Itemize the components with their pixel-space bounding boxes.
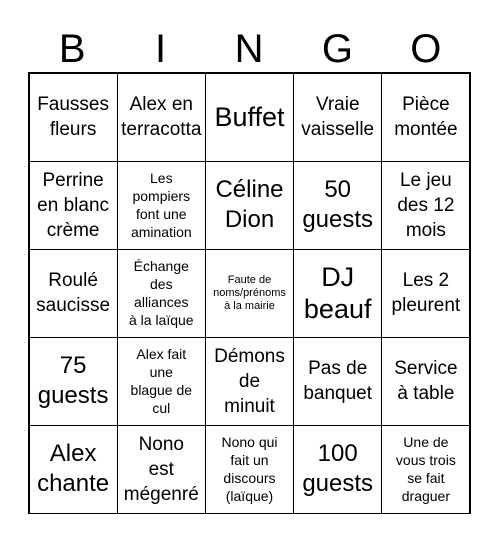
bingo-cell-text: Les 2 pleurent <box>391 270 461 316</box>
bingo-cell-text: Vraie vaisselle <box>301 94 375 140</box>
bingo-cell-text: Démons de minuit <box>214 345 285 417</box>
bingo-cell[interactable] <box>205 425 294 514</box>
bingo-cell[interactable] <box>293 161 382 250</box>
bingo-cell-text: Fausses fleurs <box>37 94 109 140</box>
bingo-cell-text: Alex fait une blague de cul <box>130 346 193 416</box>
bingo-cell[interactable] <box>381 249 470 338</box>
bingo-cell[interactable] <box>381 161 470 250</box>
bingo-cell-text: DJ beauf <box>303 262 372 324</box>
header-letter-i: I <box>155 27 167 71</box>
bingo-cell-text: Nono est mégenré <box>123 433 199 505</box>
bingo-cell[interactable] <box>205 161 294 250</box>
bingo-cell[interactable] <box>381 425 470 514</box>
bingo-cell[interactable] <box>117 161 206 250</box>
bingo-cell-text: 100 guests <box>302 440 374 497</box>
bingo-cell-text: Alex chante <box>37 440 110 497</box>
bingo-cell-text: 50 guests <box>302 176 374 233</box>
bingo-cell[interactable] <box>293 425 382 514</box>
bingo-cell-text: Céline Dion <box>215 176 284 233</box>
header-letter-g: G <box>321 27 353 71</box>
bingo-cell-text: Échange des alliances à la laïque <box>128 258 194 328</box>
header-letter-n: N <box>234 27 264 71</box>
header-letter-b: B <box>58 27 86 71</box>
bingo-cell[interactable] <box>381 73 470 162</box>
bingo-cell[interactable] <box>29 337 118 426</box>
bingo-cell-text: Perrine en blanc crème <box>37 169 110 241</box>
bingo-cell[interactable] <box>117 337 206 426</box>
bingo-cell-text: Pièce montée <box>394 94 458 140</box>
bingo-cell[interactable] <box>293 73 382 162</box>
bingo-card-grid <box>28 72 471 514</box>
bingo-cell-text: 75 guests <box>37 352 109 409</box>
bingo-cell-text: Alex en terracotta <box>121 94 202 140</box>
bingo-cell[interactable] <box>117 249 206 338</box>
bingo-cell[interactable] <box>29 249 118 338</box>
bingo-cell-text: Les pompiers font une amination <box>130 170 192 240</box>
bingo-cell-text: Service à table <box>394 358 458 404</box>
bingo-cell[interactable] <box>29 161 118 250</box>
bingo-cell[interactable] <box>381 337 470 426</box>
bingo-cell-text: Pas de banquet <box>303 358 373 404</box>
bingo-cell[interactable] <box>293 337 382 426</box>
bingo-cell[interactable] <box>205 337 294 426</box>
bingo-cell[interactable] <box>29 425 118 514</box>
bingo-cell[interactable] <box>29 73 118 162</box>
bingo-cell-text: Roulé saucisse <box>36 270 111 316</box>
bingo-cell-text: Le jeu des 12 mois <box>397 169 455 241</box>
bingo-cell[interactable] <box>117 425 206 514</box>
bingo-header <box>28 26 470 72</box>
bingo-cell-text: Nono qui fait un discours (laïque) <box>221 434 278 504</box>
bingo-cell[interactable] <box>117 73 206 162</box>
bingo-cell[interactable] <box>293 249 382 338</box>
bingo-cell-text: Buffet <box>214 102 285 132</box>
bingo-cell[interactable] <box>205 73 294 162</box>
bingo-cell-text: Faute de noms/prénoms à la mairie <box>213 273 286 312</box>
header-letter-o: O <box>410 27 442 71</box>
bingo-cell[interactable] <box>205 249 294 338</box>
bingo-cell-text: Une de vous trois se fait draguer <box>395 434 456 504</box>
